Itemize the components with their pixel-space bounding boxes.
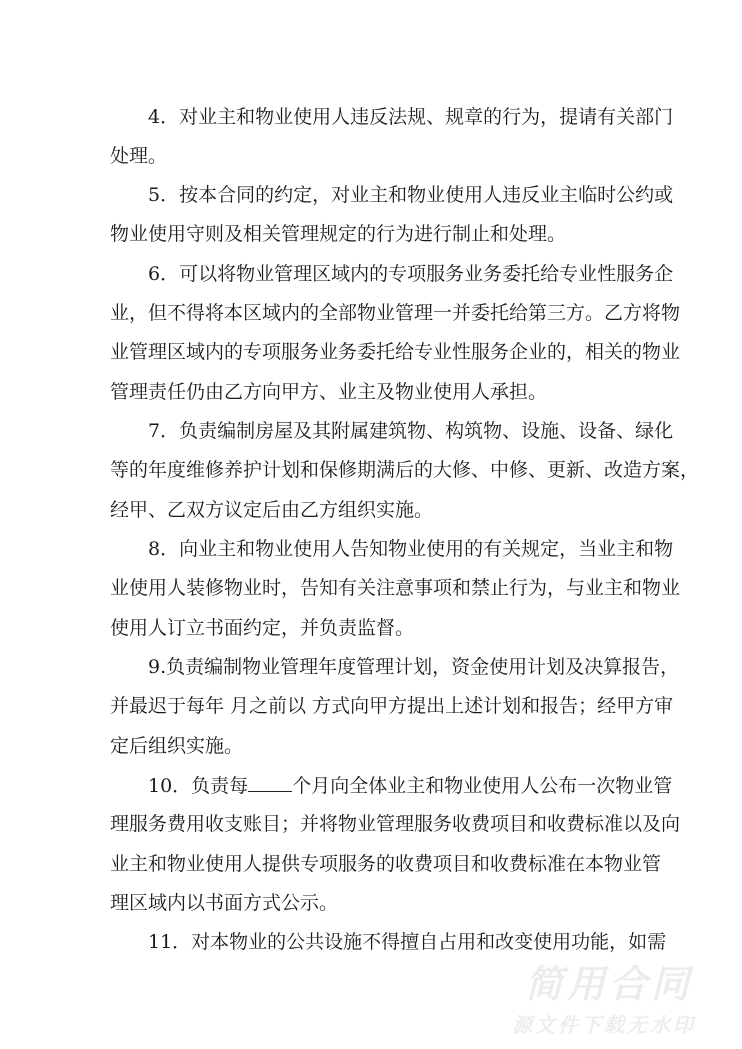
clause-10-line: 业主和物业使用人提供专项服务的收费项目和收费标准在本物业管 bbox=[110, 853, 662, 875]
clause-10-text: 10．负责每 bbox=[148, 775, 249, 797]
clause-8-line: 8．向业主和物业使用人告知物业使用的有关规定，当业主和物 bbox=[148, 538, 674, 560]
fill-in-blank[interactable] bbox=[248, 773, 292, 792]
clause-9-line: 定后组织实施。 bbox=[110, 735, 244, 757]
clause-6-line: 业，但不得将本区域内的全部物业管理一并委托给第三方。乙方将物 bbox=[110, 302, 681, 324]
clause-8-line: 业使用人装修物业时，告知有关注意事项和禁止行为，与业主和物业 bbox=[110, 577, 681, 599]
clause-6-line: 6．可以将物业管理区域内的专项服务业务委托给专业性服务企 bbox=[148, 263, 674, 285]
clause-9-line: 并最迟于每年 月之前以 方式向甲方提出上述计划和报告；经甲方审 bbox=[110, 695, 674, 717]
clause-10-line: 理区域内以书面方式公示。 bbox=[110, 892, 339, 914]
watermark-title: 简用合同 bbox=[525, 962, 694, 1006]
clause-10-line bbox=[148, 773, 673, 798]
clause-4-line: 4．对业主和物业使用人违反法规、规章的行为，提请有关部门 bbox=[148, 106, 674, 128]
clause-6-line: 管理责任仍由乙方向甲方、业主及物业使用人承担。 bbox=[110, 381, 548, 403]
clause-9-line: 9.负责编制物业管理年度管理计划，资金使用计划及决算报告， bbox=[148, 656, 680, 678]
clause-11-line: 11．对本物业的公共设施不得擅自占用和改变使用功能，如需 bbox=[148, 931, 667, 953]
clause-7-line: 7．负责编制房屋及其附属建筑物、构筑物、设施、设备、绿化 bbox=[148, 420, 674, 442]
clause-8-line: 使用人订立书面约定，并负责监督。 bbox=[110, 617, 415, 639]
clause-6-line: 业管理区域内的专项服务业务委托给专业性服务企业的，相关的物业 bbox=[110, 341, 681, 363]
clause-7-line: 等的年度维修养护计划和保修期满后的大修、中修、更新、改造方案， bbox=[110, 459, 700, 481]
clause-5-line: 物业使用守则及相关管理规定的行为进行制止和处理。 bbox=[110, 223, 567, 245]
clause-10-line: 理服务费用收支账目；并将物业管理服务收费项目和收费标准以及向 bbox=[110, 813, 681, 835]
clause-7-line: 经甲、乙双方议定后由乙方组织实施。 bbox=[110, 499, 434, 521]
watermark-subtitle: 源文件下载无水印 bbox=[512, 1013, 696, 1037]
clause-10-text: 个月向全体业主和物业使用人公布一次物业管 bbox=[292, 775, 673, 797]
clause-4-line: 处理。 bbox=[110, 145, 168, 167]
clause-5-line: 5．按本合同的约定，对业主和物业使用人违反业主临时公约或 bbox=[148, 184, 674, 206]
